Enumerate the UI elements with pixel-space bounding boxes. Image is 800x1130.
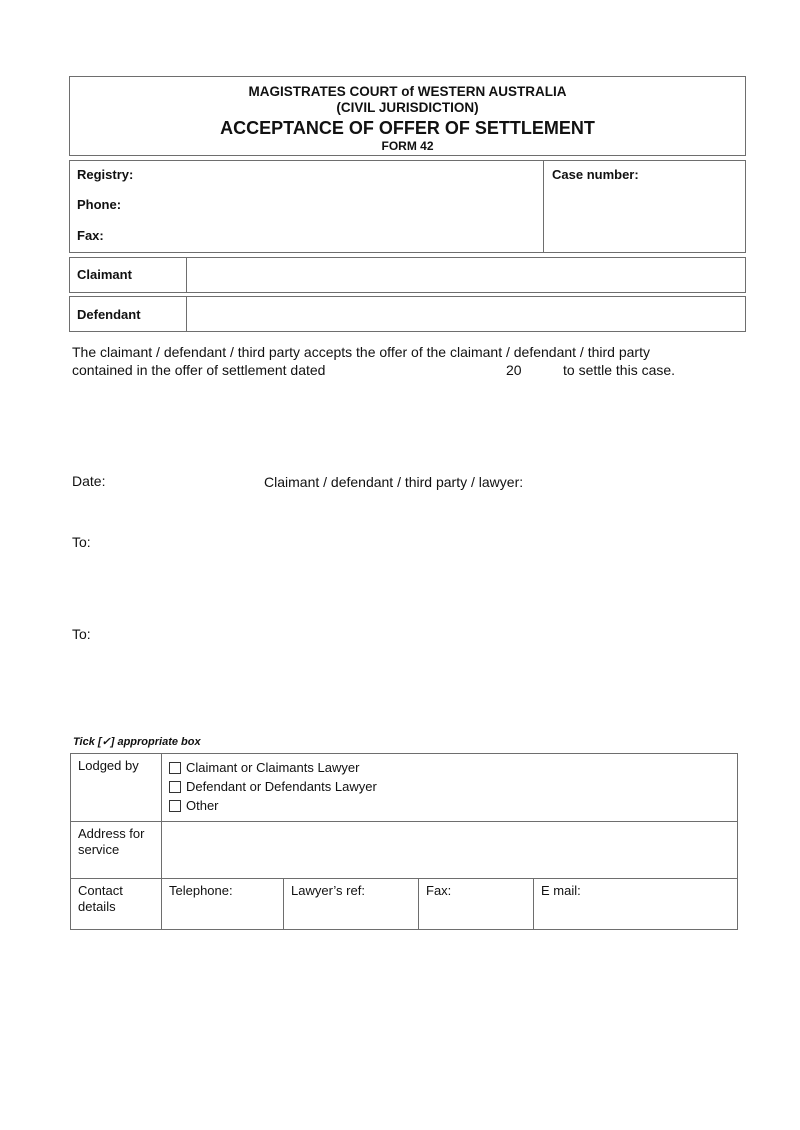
lodged-by-label: Lodged by — [71, 754, 162, 822]
tick-instruction: Tick [✓] appropriate box — [73, 736, 201, 748]
case-number-label: Case number: — [552, 167, 639, 182]
acceptance-line-1: The claimant / defendant / third party accepts the offer of the claimant / defendant / third party — [72, 344, 650, 360]
to-label-2: To: — [72, 626, 91, 642]
option-other[interactable]: Other — [169, 796, 730, 815]
lodgement-table — [70, 753, 738, 930]
lodged-by-options — [162, 754, 738, 822]
claimant-row — [69, 257, 746, 293]
defendant-row — [69, 296, 746, 332]
address-field[interactable] — [162, 822, 738, 879]
jurisdiction: (CIVIL JURISDICTION) — [336, 100, 479, 115]
claimant-label: Claimant — [77, 267, 132, 282]
acceptance-line-2-end: to settle this case. — [563, 362, 676, 378]
checkbox-icon[interactable] — [169, 762, 181, 774]
acceptance-line-2: contained in the offer of settlement dated — [72, 362, 326, 378]
registry-section — [69, 160, 746, 253]
checkbox-icon[interactable] — [169, 781, 181, 793]
lawyers-ref-field[interactable]: Lawyer’s ref: — [284, 879, 419, 930]
year-prefix: 20 — [506, 362, 522, 378]
to-label-1: To: — [72, 534, 91, 550]
court-name: MAGISTRATES COURT of WESTERN AUSTRALIA — [248, 84, 567, 99]
form-title: ACCEPTANCE OF OFFER OF SETTLEMENT — [220, 118, 595, 138]
address-label: Address for service — [71, 822, 162, 879]
defendant-label: Defendant — [77, 307, 141, 322]
form-number: FORM 42 — [381, 139, 434, 153]
fax-field[interactable]: Fax: — [419, 879, 534, 930]
email-field[interactable]: E mail: — [534, 879, 738, 930]
phone-label: Phone: — [77, 197, 122, 212]
telephone-field[interactable]: Telephone: — [162, 879, 284, 930]
registry-label: Registry: — [77, 167, 134, 182]
claimant-field[interactable] — [187, 258, 745, 292]
defendant-field[interactable] — [187, 297, 745, 331]
form-header — [69, 76, 746, 156]
checkbox-icon[interactable] — [169, 800, 181, 812]
option-claimant[interactable]: Claimant or Claimants Lawyer — [169, 758, 730, 777]
option-defendant[interactable]: Defendant or Defendants Lawyer — [169, 777, 730, 796]
date-label: Date: — [72, 473, 106, 489]
fax-label: Fax: — [77, 228, 104, 243]
signer-label: Claimant / defendant / third party / lawyer: — [264, 474, 524, 490]
contact-label: Contact details — [71, 879, 162, 930]
divider — [543, 161, 544, 252]
